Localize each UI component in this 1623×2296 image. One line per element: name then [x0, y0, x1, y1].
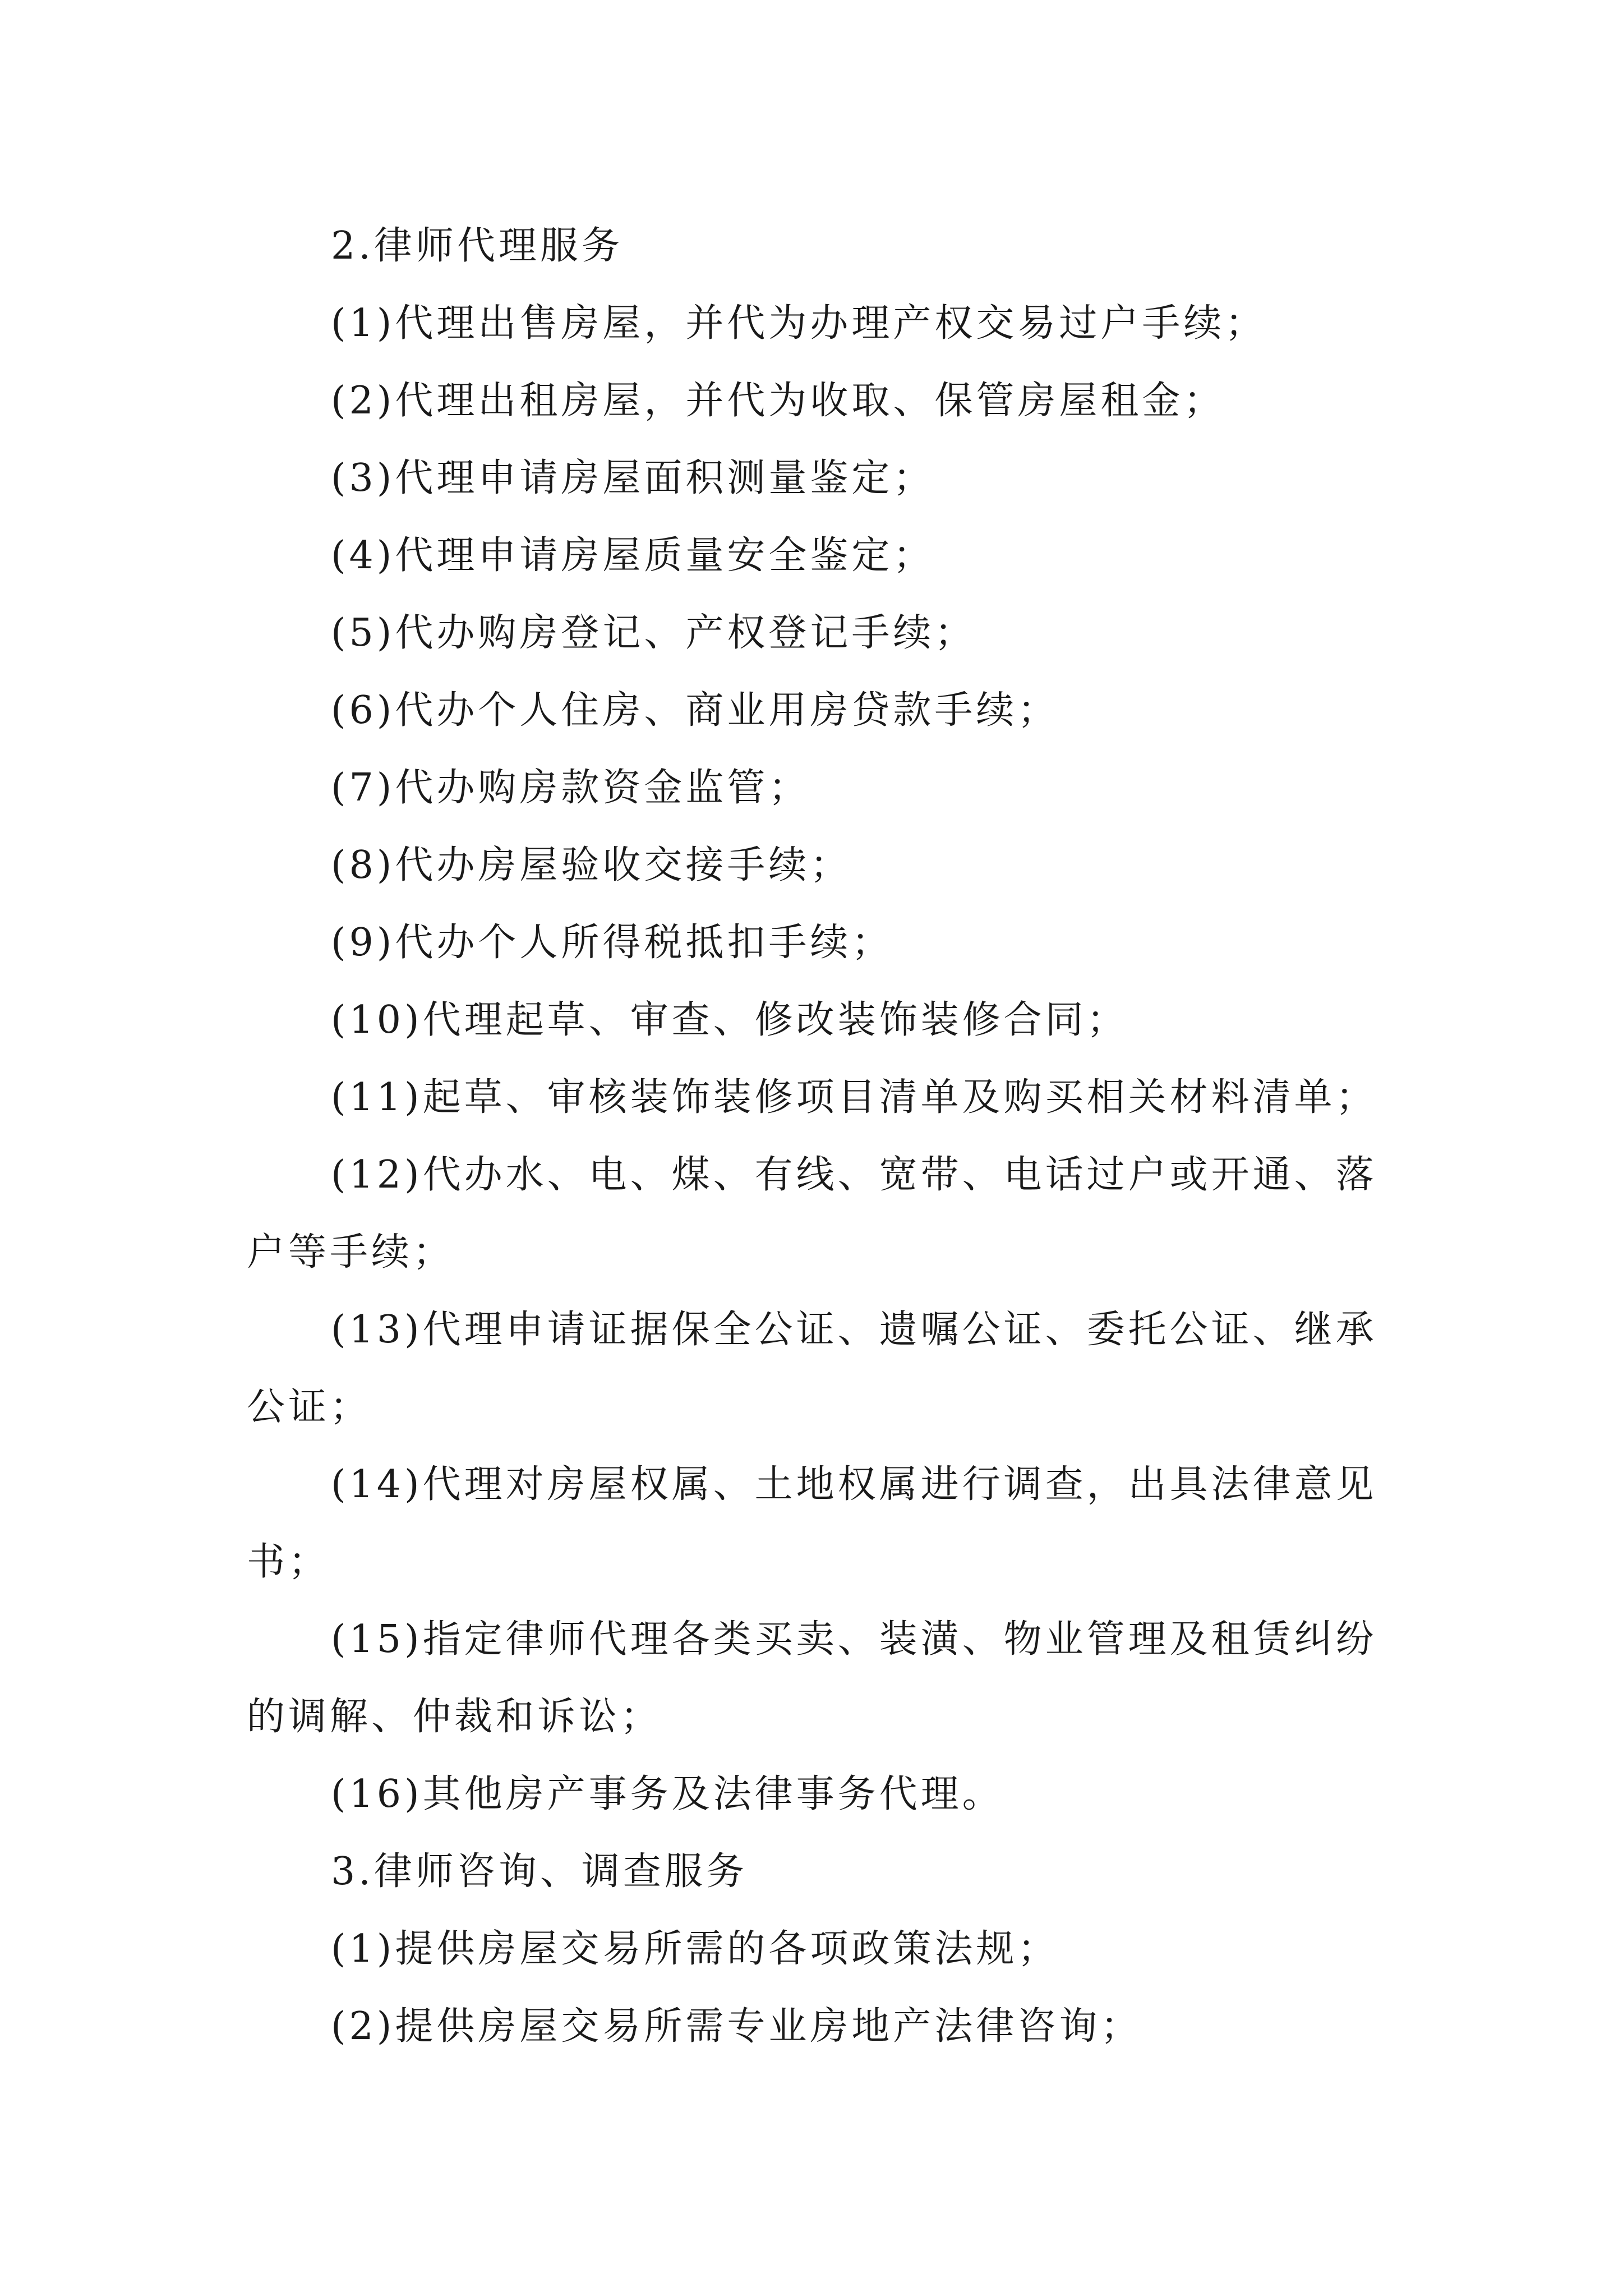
list-item: (13)代理申请证据保全公证、遗嘱公证、委托公证、继承公证；	[247, 1308, 1377, 1429]
document-body	[247, 208, 1413, 2065]
list-item: (16)其他房产事务及法律事务代理。	[331, 1772, 1004, 1816]
list-item: (2)代理出租房屋，并代为收取、保管房屋租金；	[331, 379, 1225, 423]
list-item: (14)代理对房屋权属、土地权属进行调查，出具法律意见书；	[247, 1462, 1377, 1584]
list-item: (3)代理申请房屋面积测量鉴定；	[331, 456, 935, 500]
list-item: (7)代办购房款资金监管；	[331, 766, 810, 810]
section-heading: 2.律师代理服务	[331, 224, 623, 268]
list-item: (1)提供房屋交易所需的各项政策法规；	[331, 1927, 1059, 1971]
list-item: (12)代办水、电、煤、有线、宽带、电话过户或开通、落户等手续；	[247, 1153, 1377, 1274]
list-item: (1)代理出售房屋，并代为办理产权交易过户手续；	[331, 301, 1267, 346]
list-item: (9)代办个人所得税抵扣手续；	[331, 921, 893, 965]
list-item: (10)代理起草、审查、修改装饰装修合同；	[331, 998, 1128, 1042]
list-item: (15)指定律师代理各类买卖、装潢、物业管理及租赁纠纷的调解、仲裁和诉讼；	[247, 1617, 1377, 1739]
list-item: (8)代办房屋验收交接手续；	[331, 843, 852, 887]
list-item: (4)代理申请房屋质量安全鉴定；	[331, 533, 935, 578]
list-item: (6)代办个人住房、商业用房贷款手续；	[331, 688, 1059, 733]
list-item: (2)提供房屋交易所需专业房地产法律咨询；	[331, 2004, 1142, 2049]
list-item: (5)代办购房登记、产权登记手续；	[331, 611, 976, 655]
section-heading: 3.律师咨询、调查服务	[331, 1849, 748, 1894]
list-item: (11)起草、审核装饰装修项目清单及购买相关材料清单；	[331, 1075, 1377, 1120]
